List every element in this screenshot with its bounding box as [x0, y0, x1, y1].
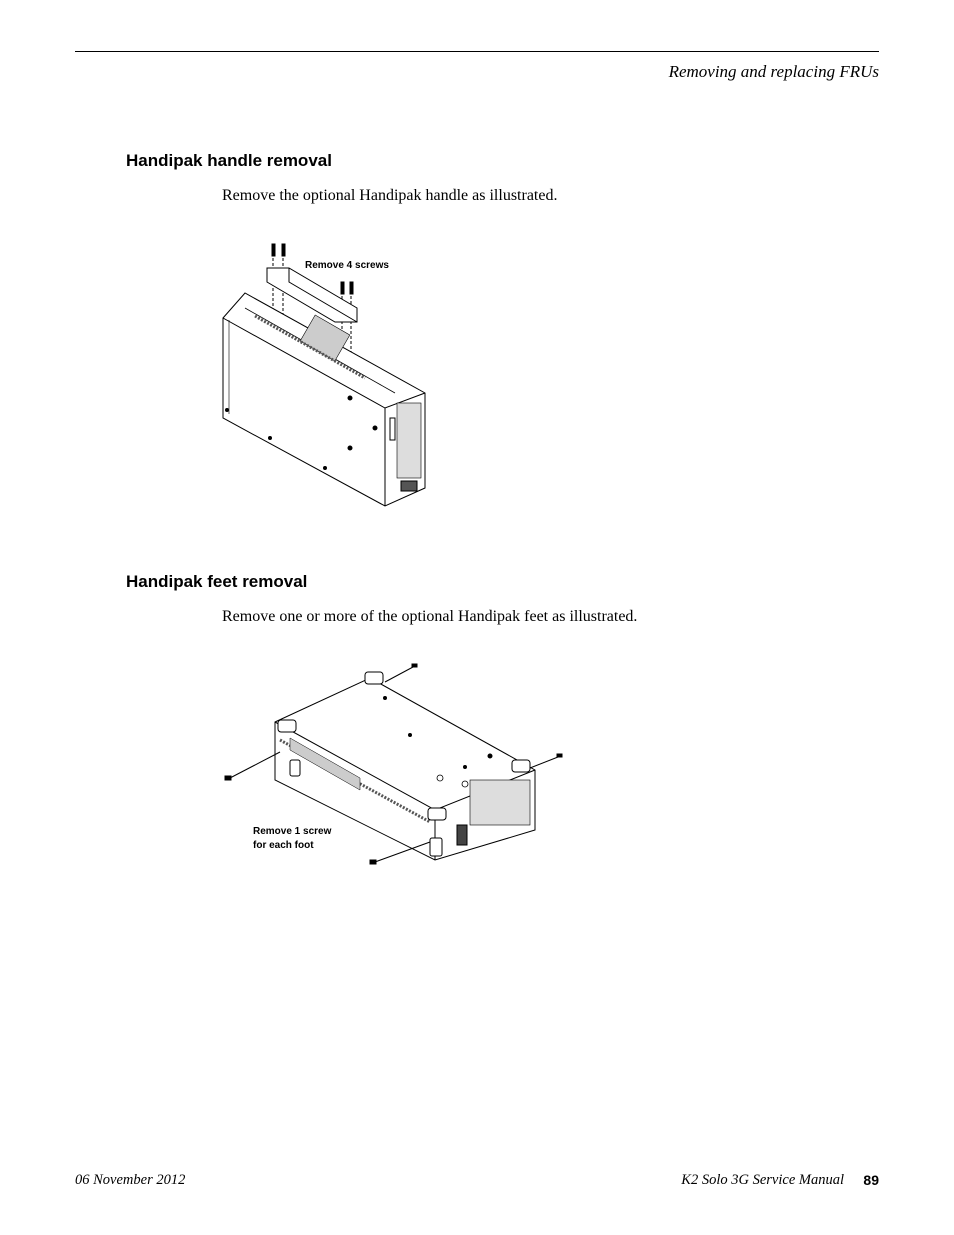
- feet-removal-figure: [220, 660, 570, 875]
- section-body-handle-removal: Remove the optional Handipak handle as illustrated.: [222, 187, 558, 204]
- callout-for-each-foot: for each foot: [253, 840, 314, 851]
- callout-remove-screws: Remove 4 screws: [305, 260, 389, 271]
- footer-date: 06 November 2012: [75, 1172, 186, 1188]
- section-heading-feet-removal: Handipak feet removal: [126, 572, 308, 591]
- section-body-feet-removal: Remove one or more of the optional Handipak feet as illustrated.: [222, 608, 638, 625]
- footer-manual-title: K2 Solo 3G Service Manual: [681, 1172, 844, 1188]
- chapter-title: Removing and replacing FRUs: [668, 62, 879, 81]
- chassis-drawing: [223, 293, 425, 506]
- section-heading-handle-removal: Handipak handle removal: [126, 151, 332, 170]
- handle-removal-figure: [215, 238, 445, 513]
- callout-remove-screw: Remove 1 screw: [253, 826, 332, 837]
- page-number: 89: [863, 1172, 879, 1188]
- header-rule: [75, 51, 879, 52]
